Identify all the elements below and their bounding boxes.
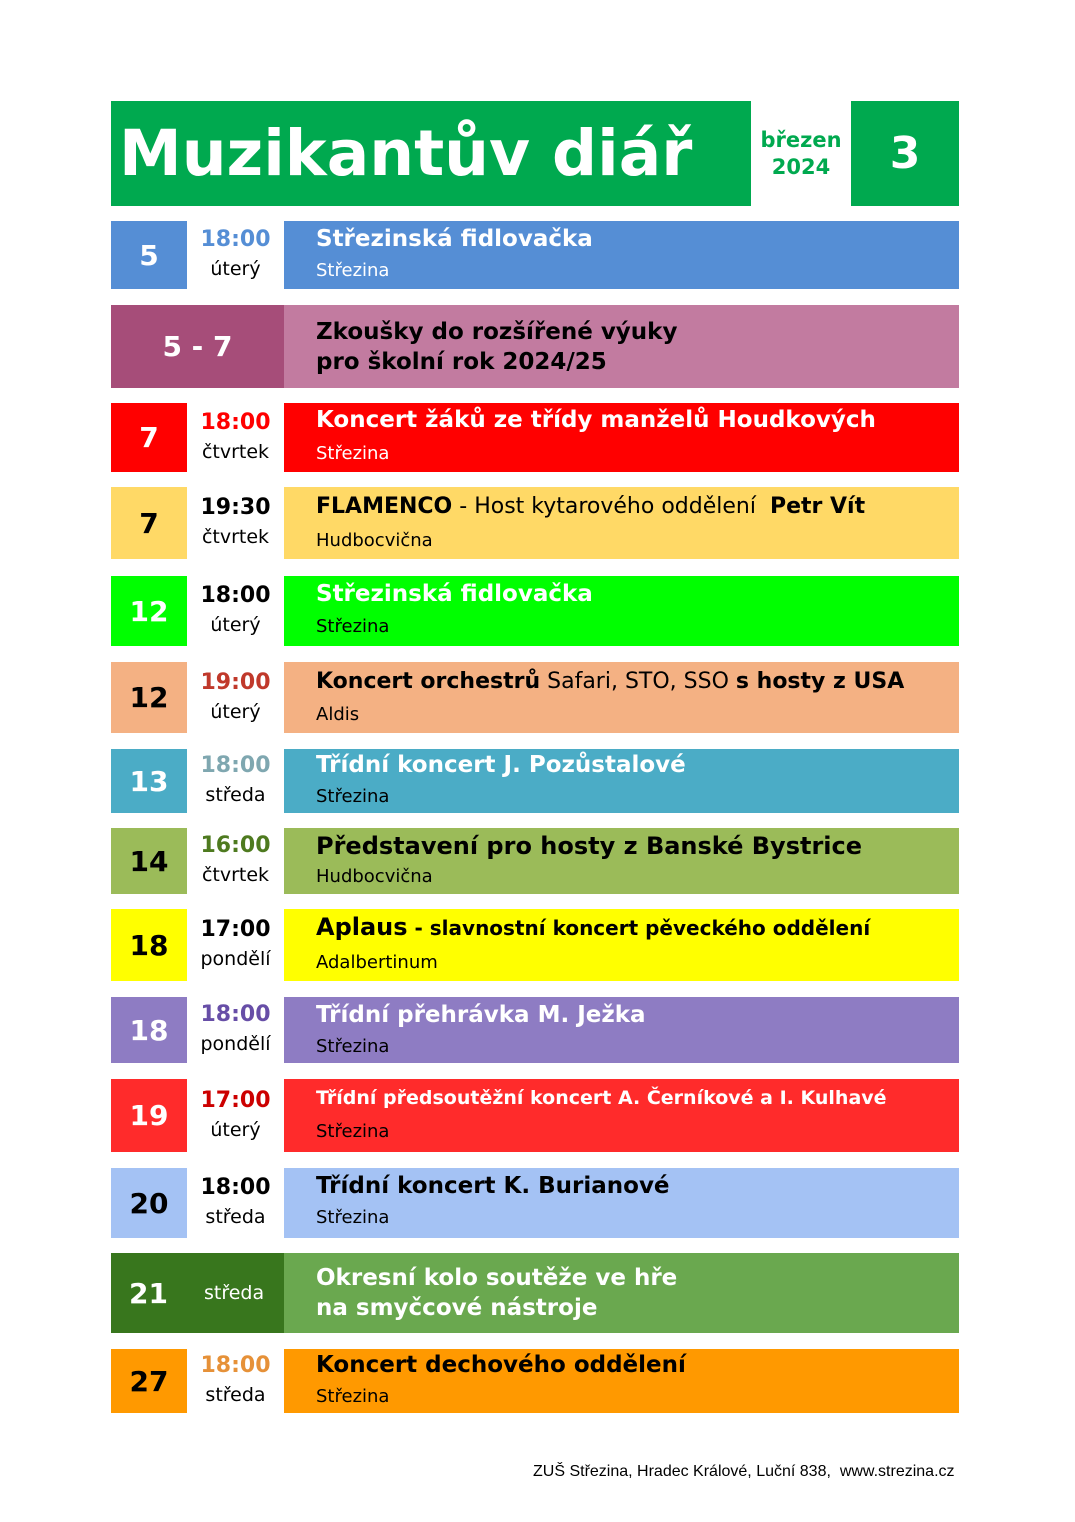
event-title: Koncert dechového oddělení xyxy=(316,1352,686,1378)
event-title: Třídní přehrávka M. Ježka xyxy=(316,1002,646,1028)
event-details xyxy=(284,909,959,981)
event-day: 18 xyxy=(111,997,187,1063)
event-row xyxy=(111,1079,959,1152)
event-weekday: čtvrtek xyxy=(201,864,270,886)
event-time: 19:30 xyxy=(200,495,271,520)
event-performer: Petr Vít xyxy=(769,494,866,519)
event-time: 18:00 xyxy=(200,227,271,252)
event-details xyxy=(284,1349,959,1413)
event-weekday: úterý xyxy=(210,258,261,280)
event-time: 19:00 xyxy=(200,669,271,695)
event-row xyxy=(111,909,959,981)
event-title-bold: FLAMENCO xyxy=(316,494,453,519)
event-time-column xyxy=(187,221,284,289)
event-row xyxy=(111,662,959,733)
year: 2024 xyxy=(771,154,831,179)
event-day: 19 xyxy=(111,1079,187,1152)
event-details xyxy=(284,997,959,1063)
event-time-column xyxy=(187,487,284,559)
event-details xyxy=(284,662,959,733)
event-time-column xyxy=(187,1349,284,1413)
month-label xyxy=(751,101,851,206)
event-time-column xyxy=(187,1168,284,1238)
event-day: 7 xyxy=(111,487,187,559)
event-time: 17:00 xyxy=(200,917,271,942)
event-day: 5 xyxy=(111,221,187,289)
event-title: Koncert žáků ze třídy manželů Houdkových xyxy=(316,407,876,433)
event-title-line2: na smyčcové nástroje xyxy=(316,1295,598,1321)
event-details xyxy=(284,576,959,646)
event-weekday: středa xyxy=(205,1384,266,1406)
event-title: Třídní koncert J. Pozůstalové xyxy=(316,752,686,778)
event-day-block xyxy=(111,1253,284,1333)
event-time: 18:00 xyxy=(200,1175,271,1200)
event-details xyxy=(284,1079,959,1152)
page-title: Muzikantův diář xyxy=(111,101,751,206)
event-row xyxy=(111,221,959,289)
event-time-column xyxy=(187,828,284,894)
event-row xyxy=(111,576,959,646)
event-place: Střezina xyxy=(316,616,390,637)
event-time-column xyxy=(187,997,284,1063)
event-row xyxy=(111,997,959,1063)
event-details xyxy=(284,749,959,813)
event-weekday: středa xyxy=(205,784,266,806)
event-details xyxy=(284,487,959,559)
event-details xyxy=(284,828,959,894)
event-row xyxy=(111,1168,959,1238)
event-weekday: čtvrtek xyxy=(201,526,270,548)
event-day: 7 xyxy=(111,403,187,472)
event-row xyxy=(111,1253,959,1333)
event-title-normal: Safari, STO, SSO xyxy=(540,669,736,694)
event-title-line1: Zkoušky do rozšířené výuky xyxy=(316,319,678,345)
event-row xyxy=(111,828,959,894)
event-title-normal: - Host kytarového oddělení xyxy=(452,494,770,519)
footer-address: ZUŠ Střezina, Hradec Králové, Luční 838, www.strezina.cz xyxy=(533,1463,955,1480)
header xyxy=(111,101,959,206)
event-row xyxy=(111,403,959,472)
event-day: 12 xyxy=(111,576,187,646)
event-time-column xyxy=(187,403,284,472)
event-time-column xyxy=(187,749,284,813)
event-details xyxy=(284,1253,959,1333)
event-time: 18:00 xyxy=(200,583,271,608)
event-title: Střezinská fidlovačka xyxy=(316,226,593,252)
event-row xyxy=(111,749,959,813)
event-day: 21 xyxy=(129,1276,168,1310)
event-day: 18 xyxy=(111,909,187,981)
event-time-column xyxy=(187,662,284,733)
event-time: 16:00 xyxy=(200,833,271,858)
event-place: Střezina xyxy=(316,786,390,807)
event-place: Aldis xyxy=(316,704,360,725)
event-details xyxy=(284,305,959,388)
event-row xyxy=(111,1349,959,1413)
event-weekday: pondělí xyxy=(200,948,271,970)
event-title-line2: pro školní rok 2024/25 xyxy=(316,349,607,375)
event-weekday: čtvrtek xyxy=(201,440,270,463)
event-row xyxy=(111,487,959,559)
event-row xyxy=(111,305,959,388)
event-weekday: středa xyxy=(203,1282,265,1304)
event-title xyxy=(316,667,959,697)
event-title xyxy=(316,492,959,522)
event-time-column xyxy=(187,909,284,981)
event-title: Střezinská fidlovačka xyxy=(316,581,593,607)
event-time: 17:00 xyxy=(200,1087,271,1113)
event-day: 13 xyxy=(111,749,187,813)
event-title-bold: Koncert orchestrů xyxy=(316,669,541,694)
event-time-column xyxy=(187,576,284,646)
event-title-guests: s hosty z USA xyxy=(735,669,905,694)
month-name: březen xyxy=(760,127,842,152)
event-place: Střezina xyxy=(316,1121,390,1142)
event-weekday: úterý xyxy=(210,700,261,723)
event-day: 12 xyxy=(111,662,187,733)
event-weekday: středa xyxy=(205,1206,266,1228)
event-title-line1: Okresní kolo soutěže ve hře xyxy=(316,1265,678,1291)
event-day: 5 - 7 xyxy=(111,305,284,388)
event-place: Střezina xyxy=(316,443,390,464)
event-time: 18:00 xyxy=(200,1353,271,1378)
event-place: Střezina xyxy=(316,260,390,281)
event-time-column xyxy=(187,1079,284,1152)
event-place: Adalbertinum xyxy=(316,952,438,973)
event-title-rest: - slavnostní koncert pěveckého oddělení xyxy=(407,916,871,940)
event-time: 18:00 xyxy=(200,1002,271,1027)
event-time: 18:00 xyxy=(200,753,271,778)
month-number: 3 xyxy=(851,101,959,206)
event-place: Hudbocvična xyxy=(316,866,433,887)
event-details xyxy=(284,221,959,289)
event-day: 27 xyxy=(111,1349,187,1413)
event-details xyxy=(284,1168,959,1238)
event-title: Třídní koncert K. Burianové xyxy=(316,1173,670,1199)
event-weekday: úterý xyxy=(210,614,261,636)
event-day: 14 xyxy=(111,828,187,894)
event-time: 18:00 xyxy=(200,409,271,435)
event-title-main: Aplaus xyxy=(316,913,408,941)
event-weekday: úterý xyxy=(210,1118,261,1141)
event-place: Střezina xyxy=(316,1386,390,1407)
event-day: 20 xyxy=(111,1168,187,1238)
event-place: Střezina xyxy=(316,1207,390,1228)
event-place: Střezina xyxy=(316,1036,390,1057)
event-details xyxy=(284,403,959,472)
event-title: Představení pro hosty z Banské Bystrice xyxy=(316,832,863,860)
event-weekday: pondělí xyxy=(200,1033,271,1055)
event-title: Třídní předsoutěžní koncert A. Černíkové a I. Kulhavé xyxy=(316,1087,887,1109)
event-title xyxy=(316,911,959,944)
event-place: Hudbocvična xyxy=(316,530,433,551)
